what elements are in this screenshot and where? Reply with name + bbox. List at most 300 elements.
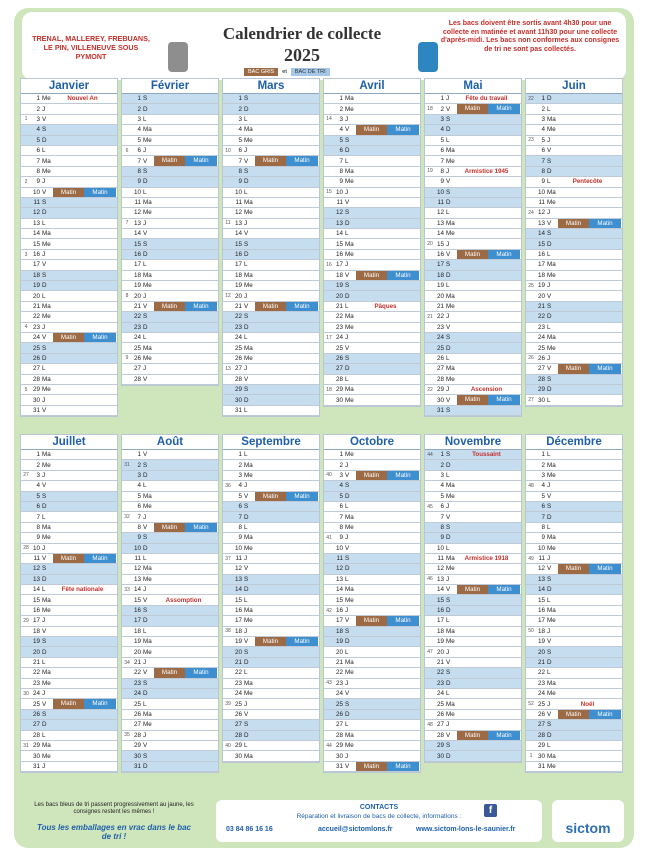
day-letter: J xyxy=(345,607,349,615)
day-row xyxy=(223,512,319,522)
day-row xyxy=(223,523,319,533)
tri-bin-pickup: Matin xyxy=(286,156,318,165)
facebook-icon[interactable]: f xyxy=(484,804,497,817)
day-row xyxy=(324,364,420,374)
day-row xyxy=(526,575,622,585)
day-letter: D xyxy=(143,617,148,625)
day-number: 5 xyxy=(238,492,242,500)
day-letter: V xyxy=(42,700,47,708)
day-number: 23 xyxy=(133,323,141,331)
website-link[interactable]: www.sictom-lons-le-saunier.fr xyxy=(416,826,516,833)
day-letter: V xyxy=(143,157,148,165)
day-row xyxy=(122,616,218,626)
day-number: 18 xyxy=(32,627,40,635)
day-row xyxy=(324,512,420,522)
day-letter: L xyxy=(244,669,248,677)
day-letter: J xyxy=(42,105,46,113)
tri-bin-pickup: Matin xyxy=(84,333,116,342)
day-letter: Me xyxy=(547,126,556,134)
day-row xyxy=(526,167,622,177)
week-number: 48 xyxy=(427,721,433,728)
day-number: 28 xyxy=(436,375,444,383)
day-letter: D xyxy=(547,95,552,103)
day-letter: L xyxy=(547,523,551,531)
day-letter: D xyxy=(345,219,350,227)
day-number: 3 xyxy=(238,115,242,123)
day-number: 15 xyxy=(335,240,343,248)
day-number: 5 xyxy=(137,136,141,144)
day-row xyxy=(122,188,218,198)
day-number: 1 xyxy=(541,451,545,459)
day-number: 21 xyxy=(234,303,242,310)
phone-number[interactable]: 03 84 86 16 16 xyxy=(226,826,273,833)
day-number: 27 xyxy=(234,365,242,373)
day-letter: D xyxy=(446,679,451,687)
day-row xyxy=(122,94,218,104)
day-letter: D xyxy=(446,126,451,134)
day-number: 19 xyxy=(436,282,444,290)
day-number: 5 xyxy=(137,492,141,500)
day-number: 24 xyxy=(436,690,444,698)
day-number: 19 xyxy=(133,638,141,646)
tri-bin-pickup: Matin xyxy=(589,710,621,719)
month-title: Novembre xyxy=(425,435,521,450)
day-row xyxy=(425,198,521,208)
day-number: 28 xyxy=(537,731,545,739)
day-letter: D xyxy=(244,586,249,594)
day-number: 10 xyxy=(32,544,40,552)
day-letter: Ma xyxy=(42,596,51,604)
day-letter: D xyxy=(143,323,148,331)
day-row xyxy=(526,281,622,291)
day-letter: Me xyxy=(547,344,556,352)
holiday-label: Ascension xyxy=(470,386,503,394)
month-1 xyxy=(121,78,219,386)
day-number: 26 xyxy=(234,710,242,718)
holiday-label: Pâques xyxy=(374,303,397,310)
day-row xyxy=(425,658,521,668)
week-number: 27 xyxy=(23,472,29,479)
day-row xyxy=(425,333,521,343)
day-letter: S xyxy=(345,700,350,708)
day-row xyxy=(324,471,420,481)
sictom-logo xyxy=(552,800,624,842)
day-number: 23 xyxy=(335,323,343,331)
day-number: 16 xyxy=(133,607,141,615)
day-number: 1 xyxy=(36,95,40,103)
day-letter: Ma xyxy=(547,261,556,269)
day-number: 14 xyxy=(537,586,545,594)
day-row xyxy=(21,167,117,177)
day-letter: L xyxy=(547,178,551,186)
day-row xyxy=(425,94,521,104)
day-row xyxy=(122,637,218,647)
tri-bin-pickup: Matin xyxy=(387,762,419,771)
day-letter: L xyxy=(244,261,248,269)
day-letter: L xyxy=(244,742,248,750)
day-row xyxy=(122,492,218,502)
day-number: 6 xyxy=(541,503,545,511)
day-letter: D xyxy=(446,271,451,279)
day-row xyxy=(122,595,218,605)
day-row xyxy=(425,343,521,353)
day-letter: Me xyxy=(143,136,152,144)
day-number: 2 xyxy=(339,105,343,113)
tri-bin-pickup: Matin xyxy=(488,104,520,113)
legend xyxy=(244,68,364,76)
day-letter: V xyxy=(244,303,249,310)
day-letter: J xyxy=(244,627,248,635)
week-number: 14 xyxy=(326,116,332,123)
day-letter: Me xyxy=(244,471,253,479)
day-row xyxy=(21,188,117,198)
day-number: 24 xyxy=(436,334,444,342)
day-row xyxy=(425,731,521,741)
day-letter: Me xyxy=(446,638,455,646)
gray-bin-pickup: Matin xyxy=(558,219,589,228)
day-number: 15 xyxy=(436,596,444,604)
day-letter: D xyxy=(42,503,47,511)
week-number: 24 xyxy=(528,209,534,216)
day-letter: L xyxy=(42,659,46,666)
day-row xyxy=(223,450,319,460)
day-letter: J xyxy=(244,482,248,490)
day-letter: S xyxy=(446,742,451,750)
day-letter: Me xyxy=(244,617,253,625)
week-number: 46 xyxy=(427,576,433,583)
day-number: 8 xyxy=(339,167,343,175)
day-row xyxy=(526,523,622,533)
day-number: 18 xyxy=(537,627,545,635)
week-number: 39 xyxy=(225,701,231,708)
day-row xyxy=(526,125,622,135)
day-row xyxy=(21,250,117,260)
gray-bin-pickup: Matin xyxy=(457,731,488,740)
day-number: 23 xyxy=(335,679,343,687)
day-letter: V xyxy=(244,157,249,165)
day-letter: L xyxy=(42,586,46,594)
day-letter: Ma xyxy=(345,313,354,321)
day-row xyxy=(526,323,622,333)
day-letter: S xyxy=(244,95,249,103)
day-row xyxy=(425,679,521,689)
day-row xyxy=(122,219,218,229)
day-row xyxy=(425,502,521,512)
day-number: 5 xyxy=(339,136,343,144)
day-letter: D xyxy=(42,648,47,656)
day-letter: J xyxy=(446,167,450,175)
day-number: 17 xyxy=(32,261,40,269)
day-row xyxy=(324,312,420,322)
week-number: 43 xyxy=(326,680,332,687)
month-5 xyxy=(525,78,623,407)
day-letter: Me xyxy=(42,313,51,321)
day-number: 7 xyxy=(339,513,343,521)
day-number: 9 xyxy=(440,178,444,186)
day-number: 30 xyxy=(133,752,141,760)
day-row xyxy=(223,637,319,647)
day-row xyxy=(324,94,420,104)
day-row xyxy=(425,177,521,187)
day-letter: V xyxy=(244,565,249,573)
tri-bin-pickup: Matin xyxy=(185,523,217,532)
day-number: 31 xyxy=(32,406,40,414)
gray-bin-pickup: Matin xyxy=(356,125,387,134)
day-letter: S xyxy=(244,240,249,248)
day-letter: L xyxy=(446,690,450,698)
day-letter: Me xyxy=(547,762,556,770)
day-number: 30 xyxy=(537,752,545,760)
day-letter: Me xyxy=(143,648,152,656)
day-number: 16 xyxy=(32,607,40,615)
day-number: 29 xyxy=(335,742,343,750)
day-number: 4 xyxy=(137,482,141,490)
day-number: 25 xyxy=(234,700,242,708)
day-letter: D xyxy=(244,323,249,331)
day-row xyxy=(21,595,117,605)
day-letter: J xyxy=(42,690,46,698)
day-row xyxy=(324,460,420,470)
day-row xyxy=(425,208,521,218)
day-letter: V xyxy=(345,344,350,352)
day-row xyxy=(324,271,420,281)
tri-bin-pickup: Matin xyxy=(589,219,621,228)
day-row xyxy=(223,699,319,709)
day-number: 27 xyxy=(32,721,40,729)
day-number: 20 xyxy=(32,292,40,300)
day-letter: Ma xyxy=(547,115,556,123)
day-letter: Me xyxy=(345,323,354,331)
day-letter: S xyxy=(547,375,552,383)
day-number: 16 xyxy=(32,251,40,259)
day-number: 29 xyxy=(436,742,444,750)
day-number: 28 xyxy=(537,375,545,383)
day-row xyxy=(21,406,117,416)
month-title: Avril xyxy=(324,79,420,94)
contacts-title: CONTACTS xyxy=(359,804,399,811)
week-number: 12 xyxy=(225,293,231,300)
day-number: 25 xyxy=(436,344,444,352)
day-letter: J xyxy=(345,752,349,760)
gray-bin-pickup: Matin xyxy=(53,699,84,708)
day-letter: D xyxy=(244,178,249,186)
day-letter: Me xyxy=(42,534,51,542)
day-row xyxy=(223,647,319,657)
day-letter: Me xyxy=(244,544,253,552)
day-letter: L xyxy=(345,648,349,656)
day-number: 29 xyxy=(537,742,545,750)
day-row xyxy=(122,125,218,135)
day-row xyxy=(122,720,218,730)
day-number: 30 xyxy=(537,396,545,404)
day-row xyxy=(223,104,319,114)
day-row xyxy=(21,136,117,146)
day-number: 20 xyxy=(335,292,343,300)
day-letter: V xyxy=(244,492,249,500)
month-3 xyxy=(323,78,421,407)
day-number: 18 xyxy=(335,627,343,635)
day-row xyxy=(526,533,622,543)
day-row xyxy=(425,554,521,564)
day-letter: S xyxy=(547,575,552,583)
day-letter: V xyxy=(143,669,148,677)
day-number: 30 xyxy=(32,752,40,760)
day-row xyxy=(223,544,319,554)
day-letter: S xyxy=(143,240,148,248)
week-number: 17 xyxy=(326,334,332,341)
day-number: 17 xyxy=(32,617,40,625)
day-row xyxy=(21,523,117,533)
day-row xyxy=(223,125,319,135)
day-number: 29 xyxy=(234,386,242,394)
day-letter: D xyxy=(446,199,451,207)
day-letter: V xyxy=(446,731,451,739)
day-number: 15 xyxy=(234,596,242,604)
footer xyxy=(22,800,626,844)
day-number: 21 xyxy=(335,303,343,310)
day-number: 1 xyxy=(440,451,444,459)
day-row xyxy=(425,751,521,761)
month-10 xyxy=(424,434,522,763)
day-number: 2 xyxy=(339,461,343,469)
day-letter: V xyxy=(42,261,47,269)
day-row xyxy=(425,720,521,730)
day-row xyxy=(122,679,218,689)
day-letter: S xyxy=(547,230,552,238)
day-letter: Ma xyxy=(244,461,253,469)
day-letter: Ma xyxy=(143,199,152,207)
day-row xyxy=(425,250,521,260)
day-letter: J xyxy=(42,178,46,186)
day-number: 19 xyxy=(32,638,40,646)
day-row xyxy=(21,450,117,460)
day-row xyxy=(21,751,117,761)
day-row xyxy=(526,291,622,301)
day-letter: L xyxy=(547,451,551,459)
day-letter: L xyxy=(244,115,248,123)
day-letter: D xyxy=(547,167,552,175)
day-row xyxy=(122,239,218,249)
day-row xyxy=(425,564,521,574)
day-row xyxy=(223,198,319,208)
day-letter: L xyxy=(42,731,46,739)
day-row xyxy=(21,291,117,301)
day-number: 11 xyxy=(235,555,242,563)
day-number: 26 xyxy=(335,354,343,362)
day-row xyxy=(223,731,319,741)
day-row xyxy=(526,585,622,595)
month-2 xyxy=(222,78,320,417)
day-number: 29 xyxy=(436,386,444,394)
week-number: 44 xyxy=(427,451,433,458)
day-row xyxy=(122,523,218,533)
day-letter: L xyxy=(345,721,349,729)
day-row xyxy=(526,229,622,239)
day-letter: Me xyxy=(244,282,253,290)
day-letter: V xyxy=(547,147,552,155)
day-letter: V xyxy=(143,303,148,310)
day-number: 12 xyxy=(537,565,545,573)
day-letter: V xyxy=(42,334,47,342)
day-letter: S xyxy=(143,461,148,469)
day-letter: L xyxy=(446,617,450,625)
day-letter: Ma xyxy=(143,126,152,134)
day-letter: L xyxy=(143,627,147,635)
day-letter: L xyxy=(345,575,349,583)
day-letter: L xyxy=(143,482,147,490)
day-number: 8 xyxy=(238,523,242,531)
day-number: 3 xyxy=(440,115,444,123)
day-letter: Me xyxy=(547,199,556,207)
day-number: 6 xyxy=(238,147,242,155)
day-letter: L xyxy=(547,596,551,604)
day-number: 15 xyxy=(436,240,444,248)
day-row xyxy=(324,575,420,585)
day-row xyxy=(21,395,117,405)
day-letter: L xyxy=(143,115,147,123)
email-link[interactable]: accueil@sictomlons.fr xyxy=(318,826,393,833)
week-number: 16 xyxy=(326,261,332,268)
day-row xyxy=(122,460,218,470)
day-letter: Ma xyxy=(345,95,354,103)
day-letter: Me xyxy=(42,607,51,615)
day-row xyxy=(21,260,117,270)
day-number: 5 xyxy=(440,136,444,144)
day-row xyxy=(425,156,521,166)
day-letter: L xyxy=(244,451,248,459)
day-row xyxy=(324,606,420,616)
week-number: 52 xyxy=(528,701,534,708)
day-row xyxy=(425,460,521,470)
day-row xyxy=(21,710,117,720)
day-row xyxy=(526,385,622,395)
day-letter: Ma xyxy=(446,219,455,227)
day-row xyxy=(21,229,117,239)
day-letter: S xyxy=(143,534,148,542)
day-number: 11 xyxy=(437,199,444,207)
day-number: 22 xyxy=(335,669,343,677)
day-number: 25 xyxy=(32,344,40,352)
day-row xyxy=(526,260,622,270)
day-row xyxy=(21,385,117,395)
day-row xyxy=(223,302,319,312)
day-number: 20 xyxy=(436,648,444,656)
day-row xyxy=(223,312,319,322)
day-row xyxy=(324,710,420,720)
day-number: 28 xyxy=(133,731,141,739)
day-letter: S xyxy=(547,503,552,511)
day-number: 17 xyxy=(234,617,242,625)
day-letter: Ma xyxy=(345,513,354,521)
day-letter: D xyxy=(42,575,47,583)
day-number: 6 xyxy=(339,503,343,511)
day-letter: D xyxy=(244,105,249,113)
week-number: 40 xyxy=(225,742,231,749)
day-row xyxy=(324,146,420,156)
day-row xyxy=(122,554,218,564)
day-letter: Ma xyxy=(345,731,354,739)
day-row xyxy=(526,699,622,709)
day-number: 18 xyxy=(133,627,141,635)
day-row xyxy=(223,229,319,239)
day-letter: V xyxy=(446,323,451,331)
tri-bin-pickup: Matin xyxy=(185,156,217,165)
day-letter: L xyxy=(446,354,450,362)
week-number: 35 xyxy=(124,732,130,739)
day-number: 12 xyxy=(234,209,242,217)
day-row xyxy=(122,291,218,301)
month-title: Septembre xyxy=(223,435,319,450)
